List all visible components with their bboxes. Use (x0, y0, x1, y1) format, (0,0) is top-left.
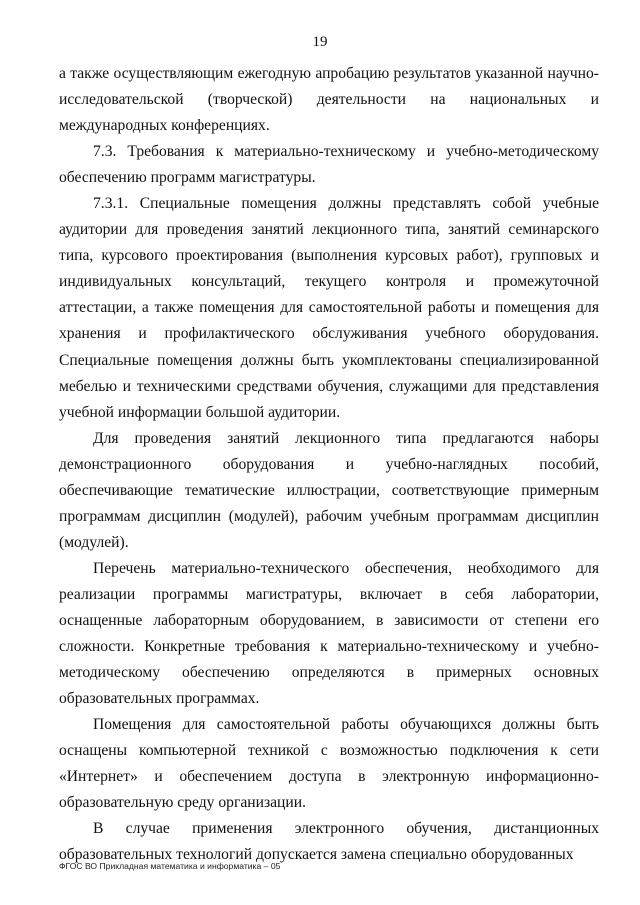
document-body (59, 61, 599, 868)
page-number: 19 (312, 34, 328, 50)
footer-text: ФГОС ВО Прикладная математика и информатика – 05 (59, 861, 281, 871)
paragraph-equipment-list: Перечень материально-технического обеспечения, необходимого для реализации программы магистратуры, включает в себя лаборатории, оснащенные лабораторным оборудованием, в зависимости от степени его сложности. Конкретные требования к материально-техническому и учебно-методическому обеспечению определяются в примерных основных образовательных программах. (59, 559, 599, 708)
paragraph-continuation: а также осуществляющим ежегодную апробацию результатов указанной научно-исследовательской (творческой) деятельности на национальных и международных конференциях. (59, 65, 599, 135)
section-heading-7-3: 7.3. Требования к материально-техническому и учебно-методическому обеспечению программ магистратуры. (59, 143, 599, 187)
paragraph-e-learning: В случае применения электронного обучения, дистанционных образовательных технологий допускается замена специально оборудованных (59, 820, 599, 864)
paragraph-self-study-rooms: Помещения для самостоятельной работы обучающихся должны быть оснащены компьютерной техникой с возможностью подключения к сети «Интернет» и обеспечением доступа в электронную информационно-образовательную среду организации. (59, 716, 599, 812)
paragraph-lecture-equipment: Для проведения занятий лекционного типа предлагаются наборы демонстрационного оборудования и учебно-наглядных пособий, обеспечивающие тематические иллюстрации, соответствующие примерным программам дисциплин (модулей), рабочим учебным программам дисциплин (модулей). (59, 429, 599, 551)
paragraph-7-3-1: 7.3.1. Специальные помещения должны представлять собой учебные аудитории для проведения занятий лекционного типа, занятий семинарского типа, курсового проектирования (выполнения курсовых работ), групповых и индивидуальных консультаций, текущего контроля и промежуточной аттестации, а также помещения для самостоятельной работы и помещения для хранения и профилактического обслуживания учебного оборудования. Специальные помещения должны быть укомплектованы специализированной мебелью и техническими средствами обучения, служащими для представления учебной информации большой аудитории. (59, 195, 599, 421)
